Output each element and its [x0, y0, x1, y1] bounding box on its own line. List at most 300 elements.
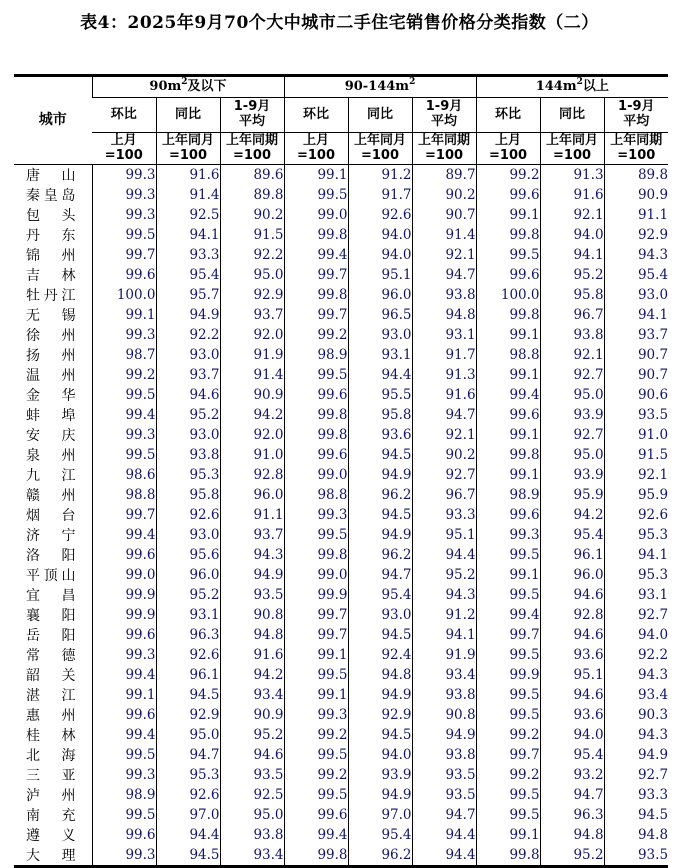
- city-name-chars: [14, 765, 92, 785]
- table-row: [14, 165, 668, 186]
- index-value-r32-c0: 99.5: [92, 805, 156, 825]
- city-name: [14, 525, 92, 545]
- city-char: 无: [26, 308, 40, 324]
- table-row: [14, 585, 668, 605]
- index-value-r1-c8: 90.9: [604, 185, 668, 205]
- city-char: 惠: [26, 708, 40, 724]
- index-value-r27-c0: 99.6: [92, 705, 156, 725]
- index-value-r19-c4: 96.2: [348, 545, 412, 565]
- city-name: [14, 445, 92, 465]
- table-row: [14, 485, 668, 505]
- metric-header-g0-0: 环比: [92, 98, 156, 133]
- city-char: 阳: [61, 608, 76, 624]
- base-header-g1-2: 上年同期 =100: [412, 133, 476, 165]
- index-value-r7-c1: 94.9: [156, 305, 220, 325]
- city-name: [14, 185, 92, 205]
- index-value-r4-c0: 99.7: [92, 245, 156, 265]
- index-value-r5-c3: 99.7: [284, 265, 348, 285]
- index-value-r34-c6: 99.8: [476, 845, 540, 867]
- index-value-r25-c5: 93.4: [412, 665, 476, 685]
- group-label-post: 以上: [582, 78, 609, 94]
- metric-header-g2-1: 同比: [540, 98, 604, 133]
- city-char: 台: [61, 508, 76, 524]
- index-value-r6-c0: 100.0: [92, 285, 156, 305]
- base-header-g1-1: 上年同月 =100: [348, 133, 412, 165]
- index-value-r3-c7: 94.0: [540, 225, 604, 245]
- city-name-chars: [14, 365, 92, 385]
- city-char: 德: [61, 648, 76, 664]
- index-value-r22-c1: 93.1: [156, 605, 220, 625]
- index-value-r3-c4: 94.0: [348, 225, 412, 245]
- index-value-r29-c1: 94.7: [156, 745, 220, 765]
- index-value-r8-c4: 93.0: [348, 325, 412, 345]
- index-value-r11-c3: 99.6: [284, 385, 348, 405]
- city-char: 温: [26, 368, 40, 384]
- city-name-chars: [14, 845, 92, 865]
- index-value-r3-c6: 99.8: [476, 225, 540, 245]
- index-value-r9-c7: 92.1: [540, 345, 604, 365]
- city-char: 徐: [26, 328, 40, 344]
- city-name: [14, 385, 92, 405]
- index-value-r11-c4: 95.5: [348, 385, 412, 405]
- base-header-g0-1: 上年同月 =100: [156, 133, 220, 165]
- index-value-r23-c2: 94.8: [220, 625, 284, 645]
- index-value-r7-c6: 99.8: [476, 305, 540, 325]
- city-char: 大: [26, 848, 40, 864]
- metric-header-g2-2: 1-9月 平均: [604, 98, 668, 133]
- index-value-r14-c8: 91.5: [604, 445, 668, 465]
- index-value-r16-c1: 95.8: [156, 485, 220, 505]
- city-char: 包: [26, 208, 40, 224]
- index-value-r12-c6: 99.6: [476, 405, 540, 425]
- city-char: 东: [61, 228, 76, 244]
- group-label-pre: 90-144m: [344, 78, 410, 94]
- index-value-r4-c1: 93.3: [156, 245, 220, 265]
- city-char: 桂: [26, 728, 40, 744]
- city-char: 锡: [61, 308, 76, 324]
- index-value-r26-c2: 93.4: [220, 685, 284, 705]
- header-base-row: [14, 133, 668, 165]
- index-value-r23-c6: 99.7: [476, 625, 540, 645]
- city-name: [14, 485, 92, 505]
- index-value-r13-c5: 92.1: [412, 425, 476, 445]
- index-value-r28-c7: 94.0: [540, 725, 604, 745]
- index-value-r18-c1: 93.0: [156, 525, 220, 545]
- city-char: 州: [61, 348, 76, 364]
- index-value-r14-c1: 93.8: [156, 445, 220, 465]
- index-value-r12-c2: 94.2: [220, 405, 284, 425]
- size-group-header-0: [92, 76, 284, 98]
- index-value-r10-c4: 94.4: [348, 365, 412, 385]
- index-value-r18-c0: 99.4: [92, 525, 156, 545]
- city-char: 江: [61, 468, 76, 484]
- index-value-r10-c3: 99.5: [284, 365, 348, 385]
- index-value-r5-c0: 99.6: [92, 265, 156, 285]
- index-value-r12-c0: 99.4: [92, 405, 156, 425]
- index-value-r31-c1: 92.6: [156, 785, 220, 805]
- city-name-chars: [14, 805, 92, 825]
- size-group-header-2: [476, 76, 668, 98]
- index-value-r34-c2: 93.4: [220, 845, 284, 867]
- index-value-r27-c2: 90.9: [220, 705, 284, 725]
- index-value-r8-c5: 93.1: [412, 325, 476, 345]
- index-value-r25-c8: 94.3: [604, 665, 668, 685]
- index-value-r25-c6: 99.9: [476, 665, 540, 685]
- base-header-g2-2: 上年同期 =100: [604, 133, 668, 165]
- index-value-r14-c6: 99.8: [476, 445, 540, 465]
- index-value-r16-c5: 96.7: [412, 485, 476, 505]
- index-value-r29-c8: 94.9: [604, 745, 668, 765]
- city-name: [14, 745, 92, 765]
- city-name: [14, 325, 92, 345]
- city-name-chars: [14, 505, 92, 525]
- index-value-r29-c5: 93.8: [412, 745, 476, 765]
- index-value-r22-c4: 93.0: [348, 605, 412, 625]
- city-char: 头: [61, 208, 76, 224]
- index-value-r8-c2: 92.0: [220, 325, 284, 345]
- index-value-r32-c4: 97.0: [348, 805, 412, 825]
- index-value-r0-c1: 91.6: [156, 165, 220, 186]
- city-name: [14, 765, 92, 785]
- index-value-r34-c4: 96.2: [348, 845, 412, 867]
- index-value-r19-c3: 99.8: [284, 545, 348, 565]
- index-value-r30-c5: 93.5: [412, 765, 476, 785]
- index-value-r9-c3: 98.9: [284, 345, 348, 365]
- city-char: 岳: [26, 628, 40, 644]
- index-value-r2-c1: 92.5: [156, 205, 220, 225]
- city-char: 宁: [61, 528, 76, 544]
- index-value-r20-c0: 99.0: [92, 565, 156, 585]
- index-value-r8-c3: 99.2: [284, 325, 348, 345]
- index-value-r22-c8: 92.7: [604, 605, 668, 625]
- index-value-r28-c6: 99.2: [476, 725, 540, 745]
- index-value-r10-c2: 91.4: [220, 365, 284, 385]
- index-value-r9-c5: 91.7: [412, 345, 476, 365]
- table-row: [14, 645, 668, 665]
- index-value-r7-c7: 96.7: [540, 305, 604, 325]
- index-value-r20-c8: 95.3: [604, 565, 668, 585]
- index-value-r12-c8: 93.5: [604, 405, 668, 425]
- index-value-r19-c2: 94.3: [220, 545, 284, 565]
- city-char: 岛: [61, 188, 76, 204]
- index-value-r21-c8: 93.1: [604, 585, 668, 605]
- index-value-r11-c6: 99.4: [476, 385, 540, 405]
- city-name: [14, 825, 92, 845]
- index-value-r12-c3: 99.8: [284, 405, 348, 425]
- index-value-r0-c8: 89.8: [604, 165, 668, 186]
- city-char: 丹: [26, 228, 40, 244]
- index-value-r29-c6: 99.7: [476, 745, 540, 765]
- index-value-r26-c6: 99.5: [476, 685, 540, 705]
- page: [0, 8, 679, 864]
- index-value-r27-c8: 90.3: [604, 705, 668, 725]
- city-char: 安: [26, 428, 40, 444]
- index-value-r15-c0: 98.6: [92, 465, 156, 485]
- table-row: [14, 545, 668, 565]
- index-value-r5-c7: 95.2: [540, 265, 604, 285]
- index-value-r31-c0: 98.9: [92, 785, 156, 805]
- index-value-r17-c4: 94.5: [348, 505, 412, 525]
- index-value-r27-c1: 92.9: [156, 705, 220, 725]
- index-value-r16-c6: 98.9: [476, 485, 540, 505]
- city-name-chars: [14, 665, 92, 685]
- index-value-r29-c0: 99.5: [92, 745, 156, 765]
- index-value-r5-c6: 99.6: [476, 265, 540, 285]
- city-name: [14, 365, 92, 385]
- city-name-chars: [14, 205, 92, 225]
- index-value-r17-c5: 93.3: [412, 505, 476, 525]
- index-value-r2-c7: 92.1: [540, 205, 604, 225]
- table-row: [14, 365, 668, 385]
- index-value-r33-c6: 99.1: [476, 825, 540, 845]
- index-value-r4-c2: 92.2: [220, 245, 284, 265]
- base-header-g2-0: 上月=100: [476, 133, 540, 165]
- index-value-r13-c4: 93.6: [348, 425, 412, 445]
- index-value-r32-c6: 99.5: [476, 805, 540, 825]
- index-value-r22-c5: 91.2: [412, 605, 476, 625]
- city-name: [14, 725, 92, 745]
- city-char: 山: [61, 168, 76, 184]
- index-value-r7-c2: 93.7: [220, 305, 284, 325]
- index-value-r2-c8: 91.1: [604, 205, 668, 225]
- index-value-r21-c7: 94.6: [540, 585, 604, 605]
- index-value-r8-c6: 99.1: [476, 325, 540, 345]
- index-value-r9-c1: 93.0: [156, 345, 220, 365]
- table-row: [14, 265, 668, 285]
- city-char: 烟: [26, 508, 40, 524]
- index-value-r30-c1: 95.3: [156, 765, 220, 785]
- index-value-r14-c5: 90.2: [412, 445, 476, 465]
- city-char: 秦: [26, 188, 40, 204]
- city-name-chars: [14, 225, 92, 245]
- city-name: [14, 305, 92, 325]
- city-name-chars: [14, 485, 92, 505]
- city-name: [14, 645, 92, 665]
- city-name: [14, 665, 92, 685]
- index-value-r13-c3: 99.8: [284, 425, 348, 445]
- page-title: 表4：2025年9月70个大中城市二手住宅销售价格分类指数（二）: [80, 13, 599, 33]
- city-name-chars: [14, 325, 92, 345]
- city-name: [14, 205, 92, 225]
- index-value-r20-c7: 96.0: [540, 565, 604, 585]
- index-value-r21-c1: 95.2: [156, 585, 220, 605]
- group-label-pre: 90m: [149, 78, 182, 94]
- index-value-r15-c4: 94.9: [348, 465, 412, 485]
- index-value-r25-c4: 94.8: [348, 665, 412, 685]
- index-value-r1-c6: 99.6: [476, 185, 540, 205]
- index-value-r12-c5: 94.7: [412, 405, 476, 425]
- index-value-r7-c5: 94.8: [412, 305, 476, 325]
- index-value-r20-c1: 96.0: [156, 565, 220, 585]
- index-value-r24-c7: 93.6: [540, 645, 604, 665]
- table-row: [14, 825, 668, 845]
- index-value-r30-c3: 99.2: [284, 765, 348, 785]
- index-value-r33-c4: 95.4: [348, 825, 412, 845]
- index-value-r14-c4: 94.5: [348, 445, 412, 465]
- index-value-r32-c2: 95.0: [220, 805, 284, 825]
- table-row: [14, 245, 668, 265]
- index-value-r12-c4: 95.8: [348, 405, 412, 425]
- index-value-r25-c2: 94.2: [220, 665, 284, 685]
- index-value-r16-c7: 95.9: [540, 485, 604, 505]
- index-value-r33-c2: 93.8: [220, 825, 284, 845]
- table-row: [14, 665, 668, 685]
- index-value-r16-c4: 96.2: [348, 485, 412, 505]
- index-value-r28-c4: 94.5: [348, 725, 412, 745]
- index-value-r3-c2: 91.5: [220, 225, 284, 245]
- index-value-r19-c6: 99.5: [476, 545, 540, 565]
- table-header: [14, 76, 668, 165]
- index-value-r16-c2: 96.0: [220, 485, 284, 505]
- index-value-r26-c0: 99.1: [92, 685, 156, 705]
- index-value-r2-c4: 92.6: [348, 205, 412, 225]
- city-char: 遵: [26, 828, 40, 844]
- index-value-r19-c1: 95.6: [156, 545, 220, 565]
- city-char: 林: [61, 728, 76, 744]
- city-name: [14, 585, 92, 605]
- city-char: 埠: [61, 408, 76, 424]
- index-value-r28-c8: 94.3: [604, 725, 668, 745]
- index-value-r13-c8: 91.0: [604, 425, 668, 445]
- index-value-r30-c0: 99.3: [92, 765, 156, 785]
- index-value-r29-c2: 94.6: [220, 745, 284, 765]
- table-row: [14, 605, 668, 625]
- city-char: 州: [61, 708, 76, 724]
- table-row: [14, 845, 668, 867]
- city-char: 州: [61, 248, 76, 264]
- table-row: [14, 745, 668, 765]
- city-name: [14, 685, 92, 705]
- header-metric-row: [14, 98, 668, 133]
- index-value-r34-c1: 94.5: [156, 845, 220, 867]
- index-value-r33-c7: 94.8: [540, 825, 604, 845]
- city-char: 江: [61, 288, 76, 304]
- index-value-r13-c2: 92.0: [220, 425, 284, 445]
- index-value-r28-c0: 99.4: [92, 725, 156, 745]
- index-value-r25-c1: 96.1: [156, 665, 220, 685]
- table-row: [14, 565, 668, 585]
- city-char: 州: [61, 368, 76, 384]
- table-row: [14, 225, 668, 245]
- index-value-r10-c1: 93.7: [156, 365, 220, 385]
- city-name-chars: [14, 165, 92, 185]
- index-value-r3-c1: 94.1: [156, 225, 220, 245]
- index-value-r30-c7: 93.2: [540, 765, 604, 785]
- city-name: [14, 165, 92, 186]
- index-value-r9-c2: 91.9: [220, 345, 284, 365]
- index-value-r31-c2: 92.5: [220, 785, 284, 805]
- base-header-g0-0: 上月=100: [92, 133, 156, 165]
- index-value-r17-c7: 94.2: [540, 505, 604, 525]
- index-value-r1-c1: 91.4: [156, 185, 220, 205]
- index-value-r21-c5: 94.3: [412, 585, 476, 605]
- index-value-r34-c0: 99.3: [92, 845, 156, 867]
- city-name: [14, 805, 92, 825]
- index-value-r17-c2: 91.1: [220, 505, 284, 525]
- index-value-r24-c8: 92.2: [604, 645, 668, 665]
- index-value-r1-c5: 90.2: [412, 185, 476, 205]
- table-row: [14, 625, 668, 645]
- metric-header-g2-0: 环比: [476, 98, 540, 133]
- index-value-r6-c4: 96.0: [348, 285, 412, 305]
- city-name-chars: [14, 265, 92, 285]
- city-name: [14, 845, 92, 867]
- index-value-r24-c6: 99.5: [476, 645, 540, 665]
- city-char: 州: [61, 448, 76, 464]
- index-value-r17-c8: 92.6: [604, 505, 668, 525]
- table-row: [14, 425, 668, 445]
- city-char: 丹: [43, 288, 58, 304]
- index-value-r4-c8: 94.3: [604, 245, 668, 265]
- city-char: 山: [61, 568, 76, 584]
- city-name-chars: [14, 725, 92, 745]
- index-value-r19-c0: 99.6: [92, 545, 156, 565]
- index-value-r10-c8: 90.7: [604, 365, 668, 385]
- index-value-r18-c4: 94.9: [348, 525, 412, 545]
- index-value-r28-c1: 95.0: [156, 725, 220, 745]
- index-value-r11-c2: 90.9: [220, 385, 284, 405]
- index-value-r20-c5: 95.2: [412, 565, 476, 585]
- index-value-r8-c7: 93.8: [540, 325, 604, 345]
- city-char: 华: [61, 388, 76, 404]
- table-row: [14, 525, 668, 545]
- index-value-r8-c8: 93.7: [604, 325, 668, 345]
- index-value-r6-c1: 95.7: [156, 285, 220, 305]
- city-char: 唐: [26, 168, 40, 184]
- city-char: 吉: [26, 268, 40, 284]
- index-value-r1-c2: 89.8: [220, 185, 284, 205]
- city-name-chars: [14, 545, 92, 565]
- index-value-r22-c0: 99.9: [92, 605, 156, 625]
- city-char: 江: [61, 688, 76, 704]
- index-value-r31-c6: 99.5: [476, 785, 540, 805]
- table-row: [14, 305, 668, 325]
- index-value-r28-c5: 94.9: [412, 725, 476, 745]
- index-value-r9-c0: 98.7: [92, 345, 156, 365]
- city-char: 九: [26, 468, 40, 484]
- index-value-r21-c3: 99.9: [284, 585, 348, 605]
- city-name: [14, 465, 92, 485]
- index-value-r21-c6: 99.5: [476, 585, 540, 605]
- index-value-r11-c1: 94.6: [156, 385, 220, 405]
- city-char: 阳: [61, 628, 76, 644]
- index-value-r15-c5: 92.7: [412, 465, 476, 485]
- table-row: [14, 805, 668, 825]
- table-row: [14, 325, 668, 345]
- city-name-chars: [14, 345, 92, 365]
- city-char: 州: [61, 328, 76, 344]
- index-value-r6-c7: 95.8: [540, 285, 604, 305]
- index-value-r26-c4: 94.9: [348, 685, 412, 705]
- index-value-r1-c3: 99.5: [284, 185, 348, 205]
- city-name: [14, 405, 92, 425]
- table-row: [14, 505, 668, 525]
- size-group-header-1: [284, 76, 476, 98]
- index-value-r2-c6: 99.1: [476, 205, 540, 225]
- index-value-r7-c8: 94.1: [604, 305, 668, 325]
- index-value-r0-c2: 89.6: [220, 165, 284, 186]
- index-value-r16-c0: 98.8: [92, 485, 156, 505]
- index-value-r1-c0: 99.3: [92, 185, 156, 205]
- index-value-r14-c3: 99.6: [284, 445, 348, 465]
- city-char: 理: [61, 848, 76, 864]
- index-value-r0-c7: 91.3: [540, 165, 604, 186]
- city-char: 昌: [61, 588, 76, 604]
- index-value-r4-c5: 92.1: [412, 245, 476, 265]
- index-value-r5-c8: 95.4: [604, 265, 668, 285]
- city-char: 洛: [26, 548, 40, 564]
- city-char: 湛: [26, 688, 40, 704]
